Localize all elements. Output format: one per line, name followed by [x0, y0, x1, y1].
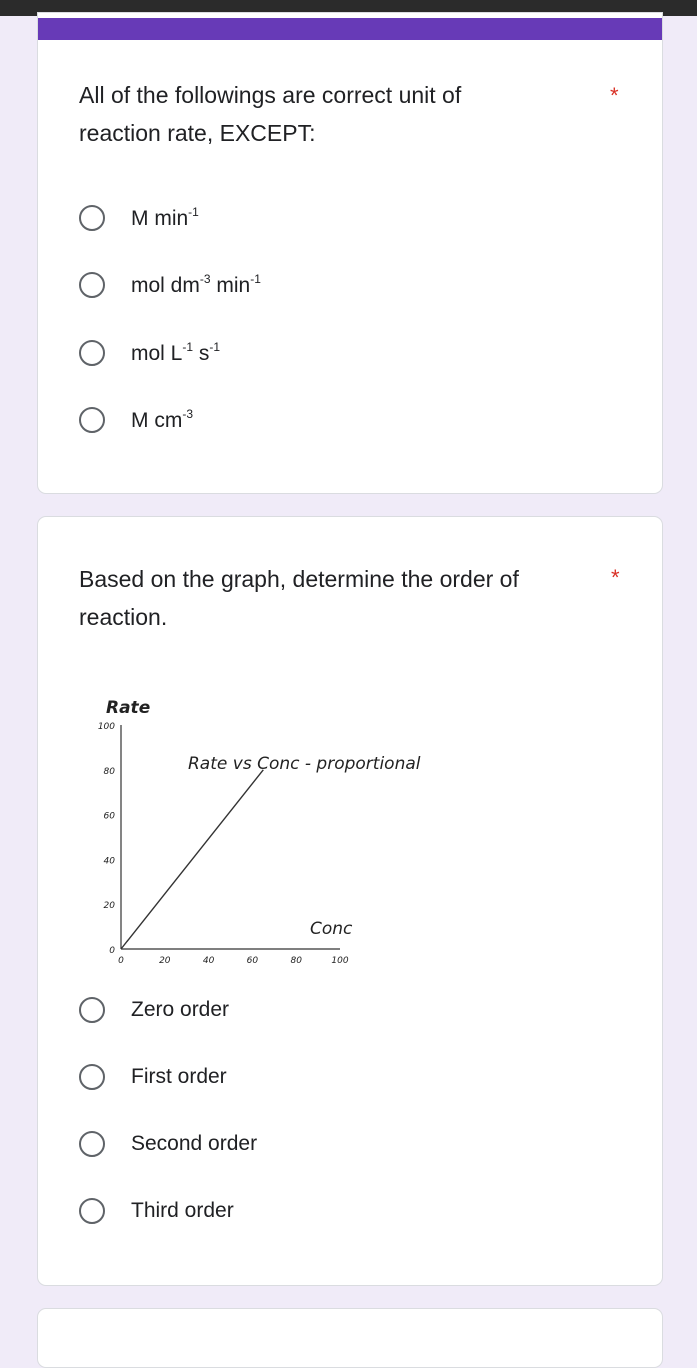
option-m-min[interactable]: [79, 200, 199, 236]
option-label: mol $L^{-1}$ $s^{-1}$: [131, 340, 221, 365]
form-accent-bar: [37, 18, 663, 40]
question-card-3: [37, 1308, 663, 1368]
option-label: Zero order: [131, 998, 230, 1021]
option-label: Second order: [131, 1132, 258, 1155]
y-tick-label: 40: [103, 856, 115, 867]
x-tick-label: 80: [290, 956, 302, 966]
option-zero-order[interactable]: [79, 992, 229, 1028]
x-axis-label: Conc: [310, 919, 353, 939]
question-2-title: [79, 560, 579, 636]
question-1-title: [79, 76, 579, 152]
option-label: Third order: [131, 1199, 234, 1222]
radio-button[interactable]: [79, 1198, 105, 1224]
option-third-order[interactable]: [79, 1193, 234, 1229]
y-tick-label: 20: [103, 901, 115, 912]
chart-title: Rate vs Conc - proportional: [188, 754, 421, 774]
option-label: mol $dm^{-3}$ $\min^{-1}$: [131, 272, 261, 297]
x-tick-label: 40: [202, 956, 215, 966]
y-tick-label: 60: [103, 811, 115, 822]
radio-button[interactable]: [79, 272, 105, 298]
y-tick-label: 0: [109, 946, 115, 956]
option-label: M $\min^{-1}$: [131, 205, 199, 230]
y-axis-label: Rate: [106, 698, 151, 718]
x-tick-label: 0: [118, 956, 124, 966]
option-label: First order: [131, 1065, 227, 1088]
question-1-title-line1: All of the followings are correct unit of: [79, 82, 462, 108]
x-tick-label: 20: [159, 956, 171, 966]
question-2-title-line1: Based on the graph, determine the order of: [79, 566, 519, 592]
required-asterisk: *: [611, 565, 620, 590]
question-2-title-line2: reaction.: [79, 604, 168, 630]
radio-button[interactable]: [79, 997, 105, 1023]
question-card-2: [37, 516, 663, 1286]
rate-vs-conc-graph: [78, 687, 518, 977]
question-card-1: [37, 12, 663, 494]
radio-button[interactable]: [79, 1064, 105, 1090]
option-label: M $cm^{-3}$: [131, 407, 193, 432]
required-asterisk: *: [610, 83, 619, 108]
option-mol-l-s[interactable]: [79, 335, 220, 371]
radio-button[interactable]: [79, 1131, 105, 1157]
option-mol-dm-min[interactable]: [79, 267, 261, 303]
radio-button[interactable]: [79, 340, 105, 366]
option-m-cm[interactable]: [79, 402, 193, 438]
radio-button[interactable]: [79, 205, 105, 231]
radio-button[interactable]: [79, 407, 105, 433]
question-1-title-line2: reaction rate, EXCEPT:: [79, 120, 316, 146]
option-second-order[interactable]: [79, 1126, 257, 1162]
y-tick-label: 80: [103, 766, 115, 777]
x-tick-label: 60: [246, 956, 259, 966]
option-first-order[interactable]: [79, 1059, 227, 1095]
x-tick-label: 100: [331, 956, 349, 966]
y-tick-label: 100: [97, 722, 115, 732]
data-line: [121, 770, 263, 949]
